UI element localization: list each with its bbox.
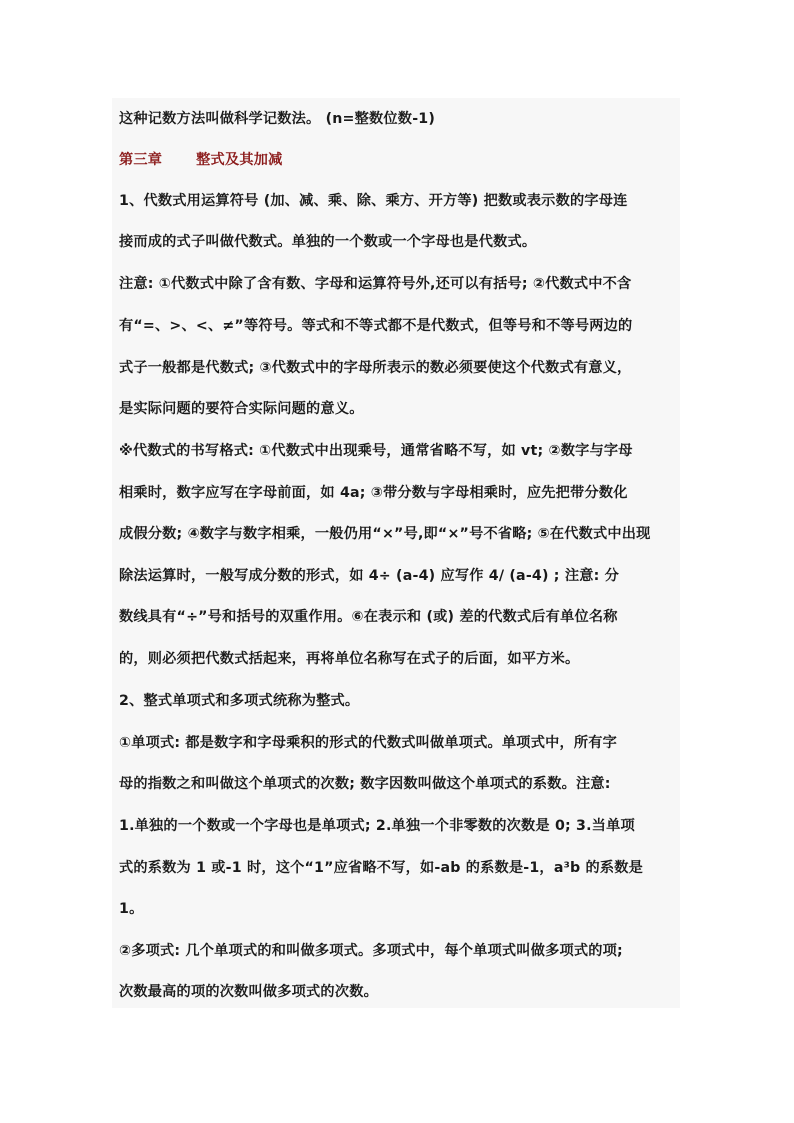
chapter-heading: [119, 149, 679, 171]
chapter-label: 第三章: [119, 152, 163, 168]
text-line-20: 1。: [119, 901, 144, 917]
chapter-title: 整式及其加减: [196, 152, 283, 168]
text-line-4: 接而成的式子叫做代数式。单独的一个数或一个字母也是代数式。: [119, 234, 537, 250]
text-line-15: 2、整式单项式和多项式统称为整式。: [119, 693, 360, 709]
text-line-7: 式子一般都是代数式; ③代数式中的字母所表示的数必须要使这个代数式有意义，: [119, 360, 632, 376]
text-line-22: 次数最高的项的次数叫做多项式的次数。: [119, 984, 378, 1000]
text-line-21: ②多项式: 几个单项式的和叫做多项式。多项式中，每个单项式叫做多项式的项;: [119, 943, 623, 959]
text-line-14: 的，则必须把代数式括起来，再将单位名称写在式子的后面，如平方米。: [119, 651, 580, 667]
text-line-9: ※代数式的书写格式: ①代数式中出现乘号，通常省略不写，如 vt; ②数字与字母: [119, 443, 633, 459]
text-line-13: 数线具有“÷”号和括号的双重作用。⑥在表示和 (或) 差的代数式后有单位名称: [119, 609, 618, 625]
text-line-19: 式的系数为 1 或-1 时，这个“1”应省略不写，如-ab 的系数是-1，a³b 的系数是: [119, 860, 644, 876]
text-line-10: 相乘时，数字应写在字母前面，如 4a; ③带分数与字母相乘时，应先把带分数化: [119, 485, 628, 501]
text-line-6: 有“=、>、<、≠”等符号。等式和不等式都不是代数式，但等号和不等号两边的: [119, 318, 633, 334]
text-line-5: 注意: ①代数式中除了含有数、字母和运算符号外,还可以有括号; ②代数式中不含: [119, 276, 632, 292]
text-line-16: ①单项式: 都是数字和字母乘积的形式的代数式叫做单项式。单项式中，所有字: [119, 735, 618, 751]
text-line-11: 成假分数; ④数字与数字相乘，一般仍用“×”号,即“×”号不省略; ⑤在代数式中出现: [119, 526, 651, 542]
text-line-1: 这种记数方法叫做科学记数法。 (n=整数位数-1): [119, 111, 436, 127]
text-line-18: 1.单独的一个数或一个字母也是单项式; 2.单独一个非零数的次数是 0; 3.当单项: [119, 818, 635, 834]
text-line-12: 除法运算时，一般写成分数的形式，如 4÷ (a-4) 应写作 4/ (a-4) ; 注意: 分: [119, 568, 619, 584]
text-line-17: 母的指数之和叫做这个单项式的次数; 数字因数叫做这个单项式的系数。注意:: [119, 776, 611, 792]
text-line-3: 1、代数式用运算符号 (加、减、乘、除、乘方、开方等) 把数或表示数的字母连: [119, 193, 628, 209]
text-line-8: 是实际问题的要符合实际问题的意义。: [119, 401, 364, 417]
